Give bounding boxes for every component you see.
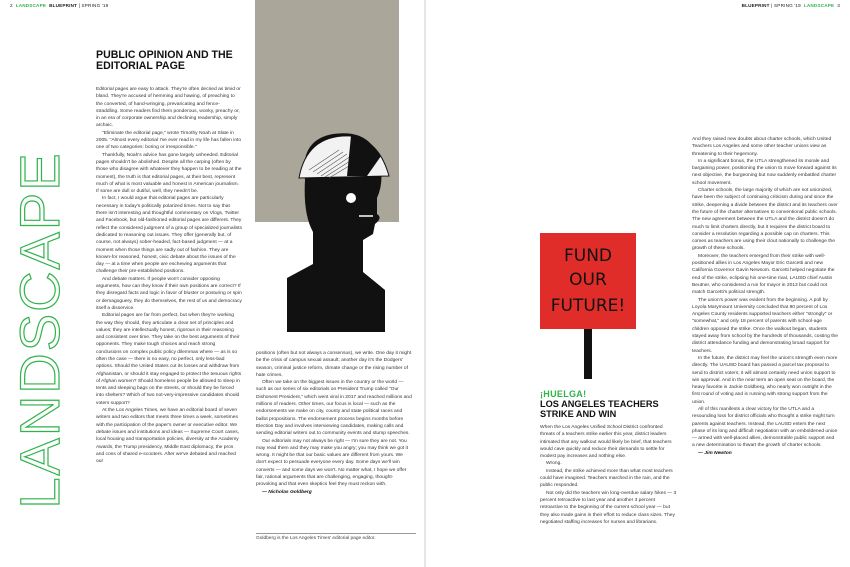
paragraph: And debate matters. If people won't consider opposing arguments, how can they know if their own positions are correct? If they disregard facts and logic in favor of bluster or posturing or spin or demagoguery, they do themselves, the rest of us and democracy itself a disservice. — [96, 276, 242, 311]
folio-section: LANDSCAPE — [803, 3, 835, 8]
page-number: 2 — [10, 3, 13, 8]
page-number: 3 — [837, 3, 840, 8]
folio-brand: BLUEPRINT — [741, 3, 770, 8]
paragraph: In the future, the district may feel the union's strength even more directly. The UAUSD board has passed a parcel tax proposal to send to district voters; it will almost certainly need union support to win approval. And in the near term an open seat on the board, the heavy favorite is Jackie Goldberg, who nearly won outright in the first round of voting and is running with strong support from the union. — [692, 355, 838, 405]
article2-column-1 — [540, 424, 678, 564]
right-folio: BLUEPRINT | SPRING '19 LANDSCAPE 3 — [741, 3, 840, 8]
article-headline-2: LOS ANGELES TEACHERS STRIKE AND WIN — [540, 399, 659, 419]
folio-brand: BLUEPRINT — [49, 3, 78, 8]
left-page — [0, 0, 424, 567]
paragraph: Instead, the strike achieved more than what most teachers could have imagined. Teachers marched in the rain, and the public responded. — [540, 468, 673, 489]
paragraph: positions (often but not always a consensus), we write. One day it might be the crisis of campus sexual assault; another day it's the Dodgers' season, criminal justice reform, climate change or the rising number of hate crimes. — [256, 351, 412, 378]
paragraph: When the Los Angeles Unified School District confronted threats of a teachers strike earlier this year, district leaders intimated that any walkout would likely be brief, that teachers would cave quickly and reduce their demands to settle for modest pay increases and nothing else. — [540, 425, 672, 460]
paragraph: In fact, I would argue that editorial pages are particularly necessary in today's politically polarized times. Not to say that there isn't interesting and thoughtful commentary on Vlogs, Twitter and Facebook, but old-fashioned editorial pages are different. They reflect the considered judgment of a group of specialized journalists dedicated to reasoning out issues. They offer (generally but, of course, not always) sober-headed, fact-based judgment — at a moment when those things are sadly out of fashion. They are known-for reasoned, honest, civic debate about the issues of the day — at a time when people are eschewing arguments that challenge their pre-established positions. — [96, 196, 242, 275]
protest-sign-graphic — [540, 233, 636, 379]
paragraph: Our editorials may not always be right — I'm sure they are not. You may read them and they may make you angry; you may think we got it wrong. It might be that our basic values are different from yours. We don't expect to persuade everyone every day. Some days we'll win converts — and some days we won't. No matter what, I hope we offer fair, rational arguments that are challenging, engaging, thought-provoking and that even skeptics feel they must reckon with. — [256, 438, 408, 488]
paragraph: All of this manifests a clear victory for the UTLA and a resounding loss for district officials who thought a strike might turn parents against teachers. Instead, the LAUSD enters the next phase of its long and difficult negotiation with an emboldened union — armed with well-placed allies, demonstrable public support and a new determination to thwart the growth of charter schools. — [692, 406, 838, 449]
sign-line-2: OUR — [569, 270, 607, 290]
sign-line-3: FUTURE! — [550, 296, 626, 316]
folio-issue: SPRING '19 — [81, 3, 109, 8]
article-headline: PUBLIC OPINION AND THE EDITORIAL PAGE — [96, 49, 233, 72]
protest-sign — [540, 233, 636, 379]
paragraph: Often we take on the biggest issues in the country or the world — such as our series of six editorials on President Trump called "Our Dishonest President," which went viral in 2017 and reached millions and millions of readers. Other times, our focus is local — such as the endorsements we make on city, county and state political races and ballot propositions. The endorsement process begins months before Election Day and involves interviewing candidates, making calls and sending editorial writers out to community events and stump speeches. — [256, 380, 412, 437]
paragraph: At the Los Angeles Times, we have an editorial board of seven writers and two editors that meets three times a week, sometimes with the participation of the paper's owner or executive editor. We debate issues and institutions and ideas — Supreme Court cases, local housing and transportation policies, diversity at the Academy Awards, the Trump presidency, Middle East diplomacy, the pros and cons of shared e-scooters. After we've debated and reached our — [96, 408, 239, 465]
folio-issue: SPRING '19 — [774, 3, 801, 8]
editorial-illustration — [247, 0, 407, 348]
author-signature: — Nicholas Goldberg — [262, 489, 312, 495]
paragraph: Moreover, the teachers emerged from their strike with well-positioned allies in Los Angeles Mayor Eric Garcetti and new California Governor Gavin Newsom. Garcetti helped negotiate the end of the strike, eclipsing his one-time rival, LAUSD chief Austin Beutner, who considered a run for mayor in 2013 but could not match Garcetti's political strength. — [692, 253, 835, 296]
article-column-1 — [96, 86, 242, 556]
paragraph: Editorial pages are easy to attack. They're often decried as timid or bland. They're accused of hemming and hawing, of preaching to the converted, of hand-wringing, prevaricating and fence-straddling. Some readers find them ponderous, wonky, preachy or, in an era of corporate ownership and declining readership, simply archaic. — [96, 87, 241, 129]
paragraph: And they raised new doubts about charter schools, which United Teachers Los Angeles and some other teacher unions view as threatening to their hegemony. — [692, 137, 832, 157]
folio-section: LANDSCAPE — [15, 3, 47, 8]
image-caption: Goldberg is the Los Angeles Times' editorial page editor. — [256, 533, 416, 542]
left-folio: 2 LANDSCAPE BLUEPRINT | SPRING '19 — [10, 3, 109, 8]
paragraph: Charter schools, the large majority of which are not unionized, have been the subject of continuing criticism during and since the strike, deepening a divide between the district and its teachers over the future of the charter alternatives to conventional public schools. The new agreement between the UTLA and the district doesn't do much to limit charters directly, but it requires the district board to consider a resolution regarding a possible cap on charters. This comes as teachers are using their clout nationally to challenge the growth of these schools. — [692, 188, 838, 252]
paragraph: The union's power was evident from the beginning. A poll by Loyola Marymount University concluded that 80 percent of Los Angeles County residents supported teachers either "strongly" or "somewhat," and only 18 percent of parents with school-age children opposed the strike. Once the walkout began, students stayed away from school by the hundreds of thousands, costing the district attendance funding and demonstrating broad support for teachers. — [692, 297, 838, 354]
author-signature: — Jim Newton — [698, 450, 732, 456]
section-eyebrow: ¡HUELGA! — [540, 389, 587, 399]
paragraph: "Eliminate the editorial page," wrote Timothy Noah at Slate in 2005. "Almost every editorial I've ever read in my life has fallen into one of two categories: boring or irresponsible." — [96, 130, 242, 151]
vertical-section-title: LANDSCAPE — [8, 151, 71, 509]
article2-column-2 — [692, 136, 838, 564]
paragraph: Editorial pages are far from perfect, but when they're working the way they should, they articulate a clear set of principles and values; they are intellectually honest, rigorous in their reasoning and consistent over time. They take on the best arguments of their opponents. They make tough choices and reach strong conclusions on complex public policy dilemmas where — as is so often the case — there is no easy, no perfect, only less-bad options. Should the United States cut its losses and withdraw from Afghanistan, or should it stay engaged to protect the tenuous rights of Afghan women? Should homeless people be allowed to sleep in tents and sleeping bags on the streets, or should they be forced into shelters? Which of two not-very-impressive candidates should voters support? — [96, 313, 242, 406]
sign-line-1: FUND — [563, 246, 613, 266]
paragraph: Not only did the teachers win long-overdue salary hikes — 3 percent retroactive to last year and another 3 percent retroactive to the beginning of the current school year — but they also made gains in their effort to reduce class sizes. They negotiated staffing increases for nurses and librarians. — [540, 490, 677, 525]
paragraph: Wrong. — [546, 461, 562, 467]
paragraph: In a significant bonus, the UTLA strengthened its morale and bargaining power, positioning the union to move forward against its next objective, the burgeoning but now suddenly embattled charter school movement. — [692, 158, 837, 186]
article-column-2 — [256, 350, 412, 530]
paragraph: Thankfully, Noah's advice has gone largely unheeded. Editorial pages shouldn't be abolished. Despite all the carping (often by those who disagree with whatever they happen to be reading at the moment), the truth is that editorial pages, at their best, represent much of what is most valuable and honest in American journalism. If some are dull or dutiful, well, they needn't be. — [96, 152, 242, 195]
newspaper-head-illustration — [247, 0, 407, 348]
